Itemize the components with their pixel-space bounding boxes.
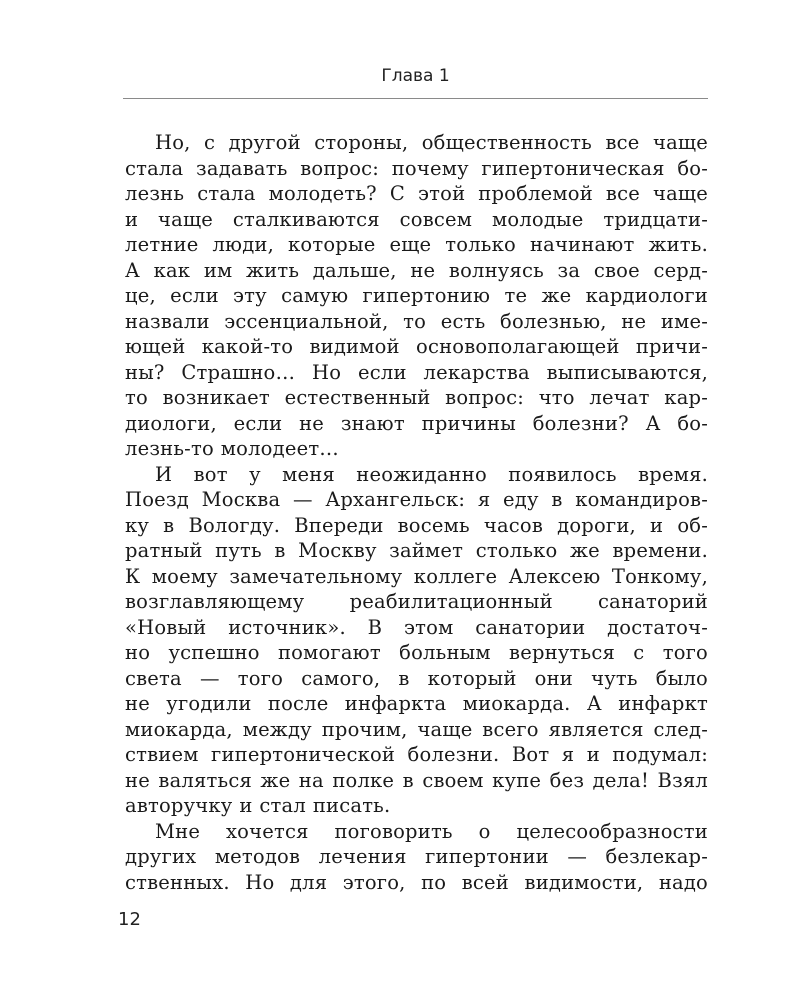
text-line: лезнь стала молодеть? С этой проблемой все чаще	[125, 182, 708, 205]
text-line: ствием гипертонической болезни. Вот я и подумал:	[125, 743, 708, 766]
text-line: К моему замечательному коллеге Алексею Тонкому,	[125, 564, 708, 588]
text-line: но успешно помогают больным вернуться с того	[125, 641, 708, 664]
page-number: 12	[118, 909, 141, 930]
text-line: ку в Вологду. Впереди восемь часов дороги, и об-	[125, 513, 708, 537]
text-line: авторучку и стал писать.	[125, 794, 391, 817]
text-line: Поезд Москва — Архангельск: я еду в командиров-	[125, 488, 708, 511]
text-line: и чаще сталкиваются совсем молодые тридцати-	[125, 207, 708, 231]
text-line: ны? Страшно… Но если лекарства выписываются,	[125, 360, 708, 384]
text-line: ющей какой-то видимой основополагающей причи-	[125, 335, 708, 358]
text-line: возглавляющему реабилитационный санаторий	[125, 590, 708, 613]
text-line: света — того самого, в который они чуть было	[125, 666, 708, 690]
text-line: других методов лечения гипертонии — безлекар-	[125, 845, 708, 868]
paragraph-2	[125, 462, 708, 819]
body-text	[125, 130, 708, 895]
text-line: не валяться же на полке в своем купе без дела! Взял	[125, 768, 708, 792]
text-line: Мне хочется поговорить о целесообразности	[155, 819, 708, 843]
paragraph-1	[125, 130, 708, 462]
text-line: миокарда, между прочим, чаще всего является след-	[125, 717, 708, 741]
text-line: «Новый источник». В этом санатории достаточ-	[125, 615, 708, 639]
text-line: диологи, если не знают причины болезни? А бо-	[125, 411, 708, 435]
text-line: Но, с другой стороны, общественность все чаще	[155, 131, 708, 154]
text-line: не угодили после инфаркта миокарда. А инфаркт	[125, 692, 708, 715]
text-line: А как им жить дальше, не волнуясь за свое серд-	[125, 258, 708, 282]
header-divider	[123, 98, 708, 99]
text-line: це, если эту самую гипертонию те же кардиологи	[125, 284, 708, 307]
text-line: лезнь-то молодеет…	[125, 437, 340, 460]
text-line: ратный путь в Москву займет столько же времени.	[125, 539, 708, 562]
text-line: летние люди, которые еще только начинают жить.	[125, 233, 708, 256]
text-line: стала задавать вопрос: почему гипертоническая бо-	[125, 156, 708, 180]
text-line: И вот у меня неожиданно появилось время.	[155, 462, 708, 486]
text-line: ственных. Но для этого, по всей видимости, надо	[125, 870, 708, 894]
text-line: то возникает естественный вопрос: что лечат кар-	[125, 386, 708, 409]
text-line: назвали эссенциальной, то есть болезнью, не име-	[125, 309, 708, 333]
paragraph-3	[125, 819, 708, 896]
chapter-header: Глава 1	[381, 66, 450, 86]
